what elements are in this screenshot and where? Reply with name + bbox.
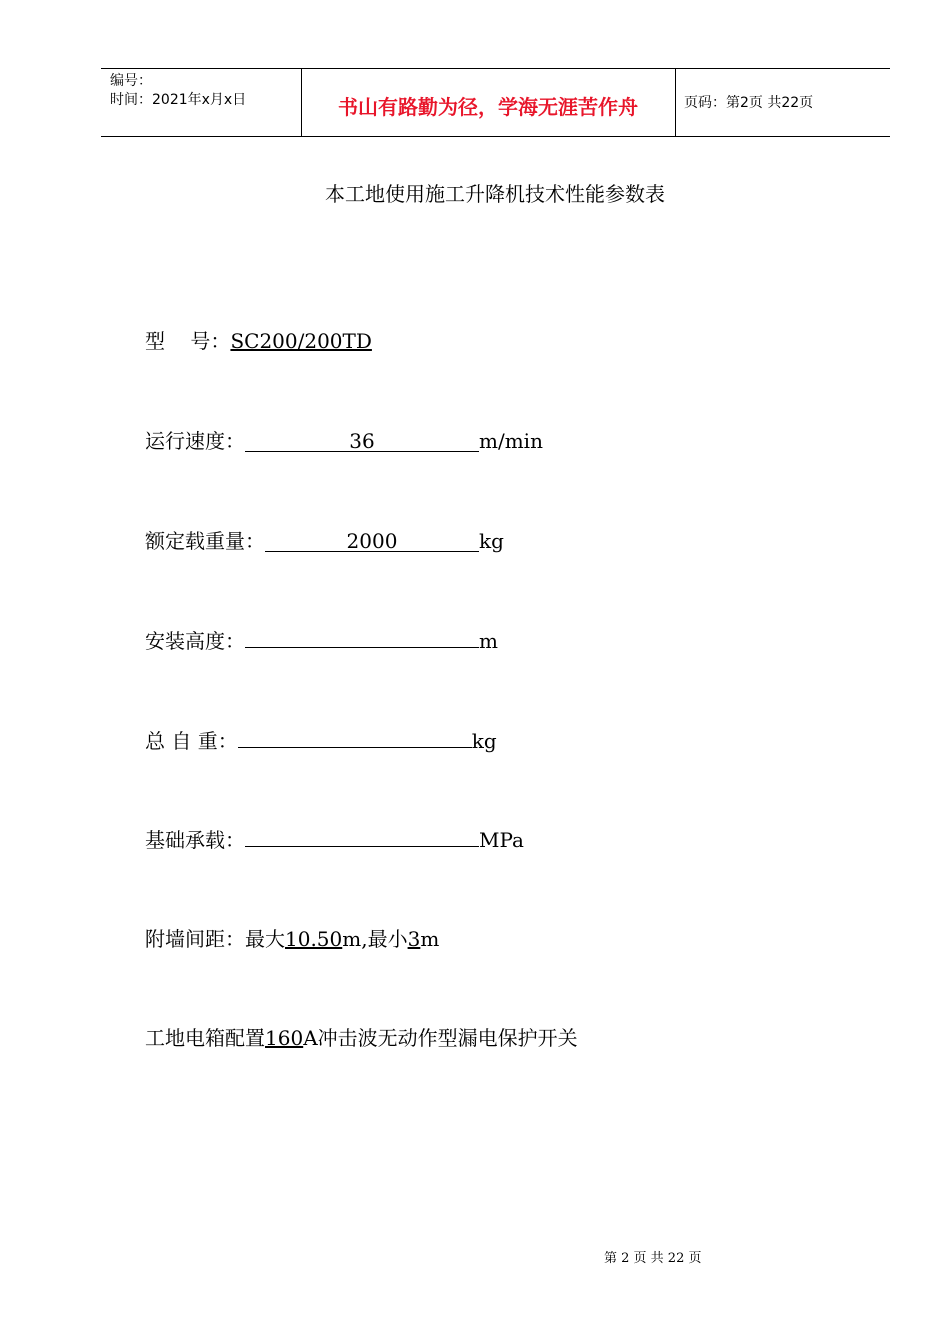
field-model-label: 型 号： [145,329,231,353]
field-height-label: 安装高度： [145,629,245,653]
field-wall-max-value: 10.50 [285,927,343,951]
field-weight-unit: kg [471,729,497,753]
header-page-cell [676,69,890,136]
field-weight [145,727,497,754]
field-breaker-suffix: A冲击波无动作型漏电保护开关 [303,1026,578,1050]
document-time: 时间：2021年x月x日 [110,92,247,108]
field-height-unit: m [479,629,498,653]
field-wall-max-unit: m, [342,927,368,951]
field-load-unit: kg [479,529,504,553]
field-model-value: SC200/200TD [230,329,372,353]
field-wall-spacing [145,926,439,952]
field-weight-value [238,727,472,748]
field-foundation [145,826,524,853]
field-speed-unit: m/min [479,429,543,453]
field-load [145,528,504,554]
field-speed-label: 运行速度： [145,429,245,453]
field-load-label: 额定载重量： [145,529,265,553]
header-page-info: 页码：第2页 共22页 [684,95,814,111]
page-footer: 第 2 页 共 22 页 [604,1251,702,1266]
field-wall-label: 附墙间距： [145,927,245,951]
field-breaker-prefix: 工地电箱配置 [145,1026,265,1050]
field-breaker-value: 160 [265,1026,304,1050]
field-height [145,627,498,654]
field-speed [145,428,543,454]
field-weight-label: 总 自 重： [145,729,238,753]
field-model [145,328,372,354]
header-motto: 书山有路勤为径，学海无涯苦作舟 [338,95,638,119]
header-meta-cell [101,69,302,136]
field-load-value: 2000 [265,531,479,552]
field-wall-max-prefix: 最大 [245,927,285,951]
document-title: 本工地使用施工升降机技术性能参数表 [325,182,665,206]
field-speed-value: 36 [245,431,479,452]
field-wall-min-value: 3 [407,927,421,951]
header-motto-cell [301,69,676,136]
field-foundation-label: 基础承载： [145,828,245,852]
field-height-value [245,627,479,648]
field-wall-min-prefix: 最小 [367,927,408,951]
field-foundation-unit: MPa [479,828,524,852]
document-number-label: 编号： [110,73,152,89]
field-wall-min-unit: m [420,927,440,951]
field-foundation-value [245,826,479,847]
field-breaker [145,1025,578,1051]
page-header [101,68,890,137]
